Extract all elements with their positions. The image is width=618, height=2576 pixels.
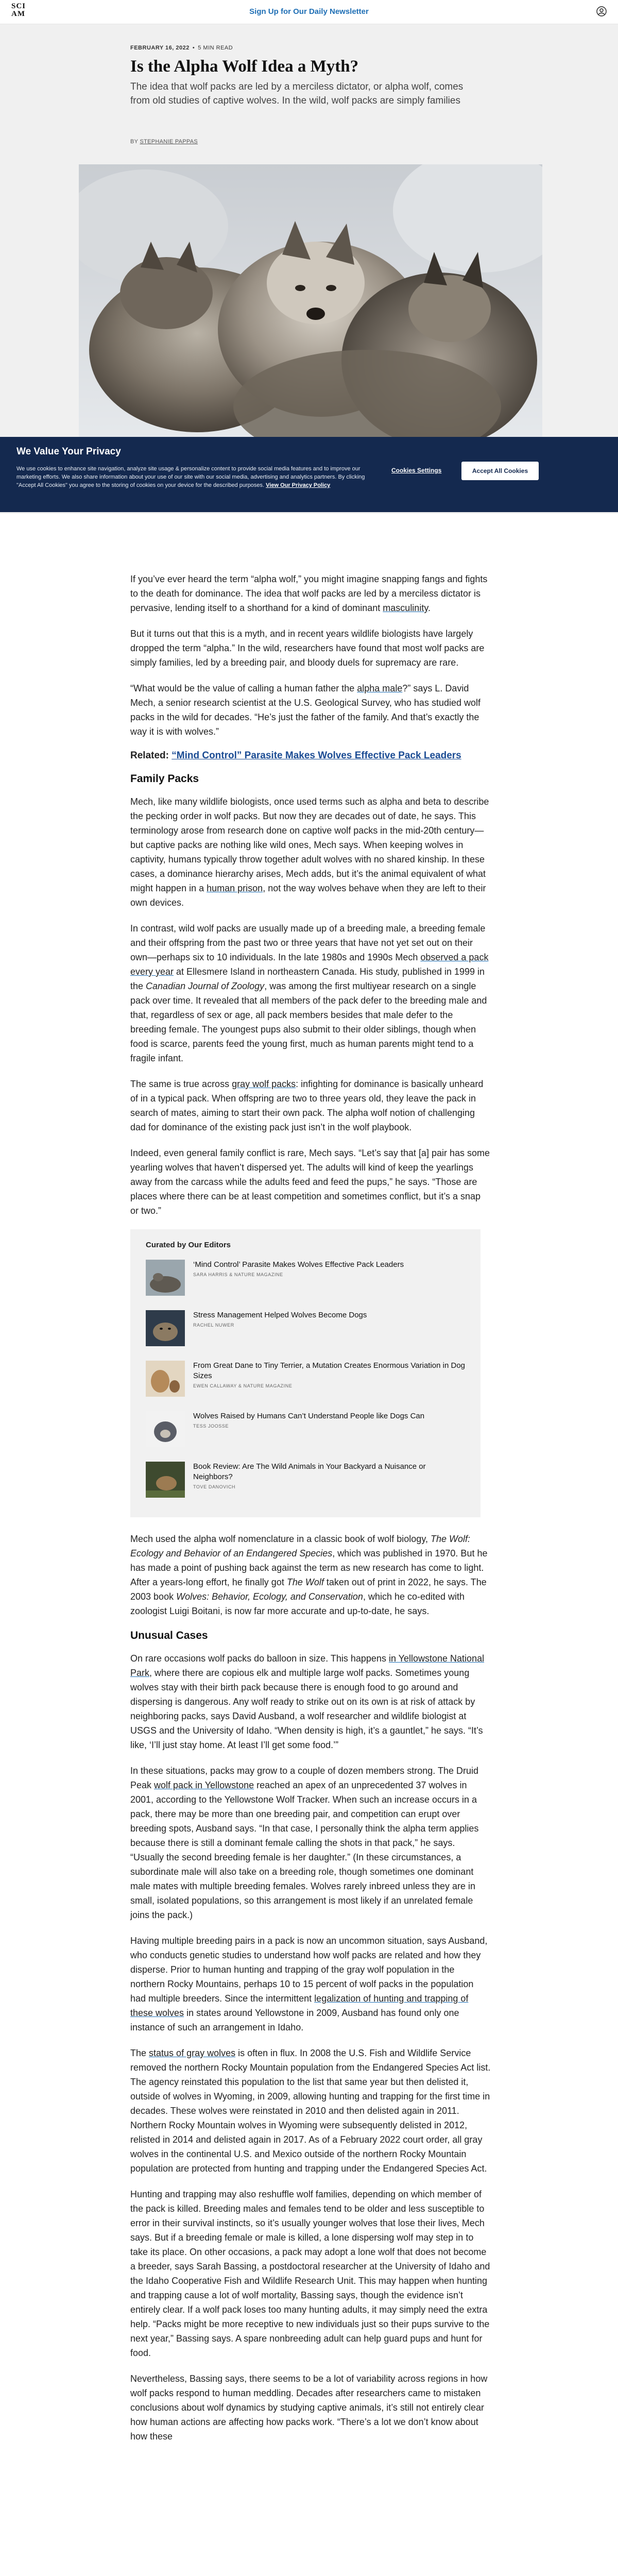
related-label: Related: (130, 750, 169, 761)
curated-item-source: TESS JOOSSE (193, 1423, 229, 1429)
curated-item[interactable] (146, 1411, 465, 1447)
paragraph: But it turns out that this is a myth, and in recent years wildlife biologists have largely dropped the term “alpha.” In the wild, researchers have found that most wolf packs are simply families, led by a breeding pair, and bloody duels for supremacy are rare. (130, 629, 485, 668)
curated-item-title: Stress Management Helped Wolves Become Dogs (193, 1311, 367, 1319)
inline-link[interactable]: in Yellowstone National Park (130, 1653, 485, 1678)
top-nav (0, 0, 618, 24)
curated-item-title: Book Review: Are The Wild Animals in Your Backyard a Nuisance or Neighbors? (193, 1462, 426, 1481)
inline-link[interactable]: human prison (207, 883, 263, 893)
paragraph: The status of gray wolves is often in flux. In 2008 the U.S. Fish and Wildlife Service removed the northern Rocky Mountain population from the Endangered Species Act list. The agency reinstated this population to the list that same year but then delisted it, outside of wolves in Wyoming, in 2009, allowing hunting and trapping for the first time in decades. These wolves were reinstated in 2010 and then delisted again in 2011. Northern Rocky Mountain wolves in Wyoming were subsequently delisted in 2012, relisted in 2014 and delisted again in 2017. As of a February 2022 court order, all gray wolves in the continental U.S. and Mexico outside of the northern Rocky Mountain population are protected from hunting and trapping under the Endangered Species Act. (130, 2048, 491, 2174)
curated-by-editors-box (130, 1229, 480, 1517)
publish-date: FEBRUARY 16, 2022 (130, 45, 190, 51)
curated-item[interactable] (146, 1260, 465, 1296)
inline-link[interactable]: wolf pack in Yellowstone (154, 1780, 254, 1790)
section-heading-family-packs: Family Packs (130, 773, 199, 785)
section-heading-unusual-cases: Unusual Cases (130, 1630, 208, 1641)
curated-item[interactable] (146, 1361, 465, 1397)
inline-link[interactable]: observed a pack every year (130, 952, 489, 977)
cookies-settings-button[interactable]: Cookies Settings (391, 467, 442, 474)
logo-line-2: AM (11, 10, 25, 18)
paragraph: Having multiple breeding pairs in a pack is now an uncommon situation, says Ausband, who conducts genetic studies to understand how wolf packs are related and how they disperse. Prior to human hunting and trapping of the gray wolf population in the northern Rocky Mountains, perhaps 10 to 15 percent of wolf packs in the population had multiple breeders. Since the intermittent legalization of hunting and trapping of these wolves in states around Yellowstone in 2009, Ausband has found only one instance of such an arrangement in Idaho. (130, 1936, 488, 2032)
curated-item-source: SARA HARRIS & NATURE MAGAZINE (193, 1272, 283, 1277)
paragraph: “What would be the value of calling a human father the alpha male?” says L. David Mech, a senior research scientist at the U.S. Geological Survey, who has studied wolf packs in the wild for decades. “He’s just the father of the family. And that’s exactly the way it is with wolves.” (130, 683, 480, 737)
curated-thumbnail (146, 1411, 185, 1447)
curated-thumbnail (146, 1462, 185, 1498)
curated-thumbnail (146, 1260, 185, 1296)
cookie-text: We use cookies to enhance site navigation, analyze site usage & personalize content to provide social media features and to improve our marketing efforts. We also share information about your use of our site with our social media, advertising and analytics partners. By clicking "Accept All Cookies" you agree to the storing of cookies on your device for the described purposes. (16, 466, 365, 488)
logo-line-1: SCI (11, 2, 26, 10)
cookie-banner-text (16, 465, 377, 489)
account-icon[interactable] (596, 6, 607, 16)
article-body (130, 572, 491, 2455)
article-dek: The idea that wolf packs are led by a merciless dictator, or alpha wolf, comes from old studies of captive wolves. In the wild, wolf packs are simply families (130, 81, 464, 106)
curated-item-source: EWEN CALLAWAY & NATURE MAGAZINE (193, 1383, 293, 1388)
byline (130, 139, 198, 145)
inline-link[interactable]: status of gray wolves (149, 2048, 236, 2058)
paragraph: Indeed, even general family conflict is rare, Mech says. “Let’s say that [a] pair has some yearling wolves that haven’t dispersed yet. The adults will kind of keep the yearlings away from the carcass while the adults feed and feed the pups,” he says. “Those are places where there can be at least competition and sometimes conflict, but it’s a snap or two.” (130, 1148, 490, 1216)
paragraph: In contrast, wild wolf packs are usually made up of a breeding male, a breeding female and their offspring from the past two or three years that have not yet set out on their own—perhaps six to 10 individuals. In the late 1980s and 1990s Mech observed a pack every year at Ellesmere Island in northeastern Canada. His study, published in 1999 in the Canadian Journal of Zoology, was among the first multiyear research on a single pack over time. It revealed that all members of the pack defer to the breeding male and that, regardless of sex or age, all pack members besides that male defer to the breeding female. The youngest pups also submit to their older siblings, though when food is scarce, parents feed the young first, much as human parents might tend to a fragile infant. (130, 923, 489, 1063)
curated-item-source: TOVE DANOVICH (193, 1484, 236, 1489)
curated-item-source: RACHEL NUWER (193, 1323, 234, 1328)
curated-thumbnail (146, 1310, 185, 1346)
curated-item-title: From Great Dane to Tiny Terrier, a Mutation Creates Enormous Variation in Dog Sizes (193, 1361, 466, 1380)
inline-link[interactable]: gray wolf packs (232, 1079, 296, 1089)
paragraph: In these situations, packs may grow to a couple of dozen members strong. The Druid Peak wolf pack in Yellowstone reached an apex of an unprecedented 37 wolves in 2001, according to the Yellowstone Wolf Tracker. When such an increase occurs in a pack, there may be more than one breeding pair, and competition can erupt over breeding spots, Ausband says. “In that case, I personally think the alpha term applies because there is still a dominant female calling the shots in that pack,” he says. “Usually the second breeding female is her daughter.” (In these circumstances, a subordinate male will also take on a breeding role, though sometimes one dominant male mates with multiple breeding females. Wolves rarely inbreed unless they are in small, isolated populations, so this arrangement is most likely if an unrelated female joins the pack.) (130, 1766, 479, 1920)
paragraph: Mech used the alpha wolf nomenclature in a classic book of wolf biology, The Wolf: Ecology and Behavior of an Endangered Species, which was published in 1970. But he has made a point of pushing back against the term as new research has come to light. After a years-long effort, he finally got The Wolf taken out of print in 2022, he says. The 2003 book Wolves: Behavior, Ecology, and Conservation, which he co-edited with zoologist Luigi Boitani, is now far more accurate and up-to-date, he says. (130, 1534, 488, 1616)
curated-item-title: Wolves Raised by Humans Can’t Understand People like Dogs Can (193, 1412, 425, 1420)
inline-link[interactable]: legalization of hunting and trapping of these wolves (130, 1993, 469, 2018)
inline-link[interactable]: alpha male (357, 683, 403, 693)
inline-link[interactable]: masculinity (383, 603, 428, 613)
curated-item[interactable] (146, 1310, 465, 1346)
paragraph: Mech, like many wildlife biologists, once used terms such as alpha and beta to describe the pecking order in wolf packs. But now they are decades out of date, he says. This terminology arose from research done on captive wolf packs in the mid-20th century—but captive packs are nothing like wild ones, Mech says. When keeping wolves in captivity, humans typically throw together adult wolves with no shared kinship. In these cases, a dominance hierarchy arises, Mech adds, but it’s the animal equivalent of what might happen in a human prison, not the way wolves behave when they are left to their own devices. (130, 796, 489, 908)
byline-prefix: BY (130, 139, 139, 145)
read-time: 5 MIN READ (198, 45, 233, 51)
article-title: Is the Alpha Wolf Idea a Myth? (130, 57, 359, 76)
curated-item[interactable] (146, 1462, 465, 1498)
curated-item-title: ‘Mind Control’ Parasite Makes Wolves Effective Pack Leaders (193, 1260, 404, 1269)
related-article-link[interactable]: “Mind Control” Parasite Makes Wolves Effective Pack Leaders (171, 750, 461, 761)
newsletter-signup-link[interactable]: Sign Up for Our Daily Newsletter (249, 7, 369, 16)
hero-photo-wolves (79, 164, 542, 471)
cookie-banner-title: We Value Your Privacy (16, 446, 121, 457)
author-link[interactable]: STEPHANIE PAPPAS (140, 139, 198, 145)
privacy-policy-link[interactable]: View Our Privacy Policy (266, 482, 331, 488)
related-link-block (130, 750, 491, 761)
curated-thumbnail (146, 1361, 185, 1397)
curated-heading: Curated by Our Editors (146, 1241, 231, 1249)
paragraph: Hunting and trapping may also reshuffle wolf families, depending on which member of the pack is killed. Breeding males and females tend to be older and less susceptible to error in their survival instincts, so it’s usually younger wolves that lose their lives, Mech says. But if a breeding female or male is killed, a lone dispersing wolf may step in to take its place. On other occasions, a pack may adopt a lone wolf that does not become a breeder, says Sarah Bassing, a postdoctoral researcher at the University of Idaho and the Idaho Cooperative Fish and Wildlife Research Unit. This may happen when hunting and trapping cause a lot of wolf mortality, Bassing says, though the evidence isn’t entirely clear. If a wolf pack loses too many hunting adults, it may simply need the extra help. “Packs might be more receptive to new individuals just so their pups survive to the next year,” Bassing says. A spare nonbreeding adult can help guard pups and hunt for food. (130, 2189, 490, 2358)
paragraph: On rare occasions wolf packs do balloon in size. This happens in Yellowstone National Park, where there are copious elk and multiple large wolf packs. Sometimes young wolves stay with their birth pack because there is enough food to go around and dispersing is dangerous. Any wolf ready to strike out on its own is at risk of attack by neighboring packs, says David Ausband, a wolf researcher and wildlife biologist at USGS and the University of Idaho. “When density is high, it’s a gauntlet,” he says. “It’s like, ‘I’ll just stay home. At least I’ll get some food.’” (130, 1653, 485, 1750)
paragraph: Nevertheless, Bassing says, there seems to be a lot of variability across regions in how wolf packs respond to human meddling. Decades after researchers came to mistaken conclusions about wolf dynamics by studying captive animals, it’s still not entirely clear how human actions are affecting how packs work. “There’s a lot we don’t know about how these (130, 2374, 488, 2442)
paragraph: The same is true across gray wolf packs: infighting for dominance is basically unheard of in a typical pack. When offspring are two to three years old, they leave the pack in search of mates, aiming to start their own pack. The alpha wolf notion of challenging dad for dominance of the existing pack just isn’t in the wolf playbook. (130, 1079, 484, 1132)
cookie-consent-banner (0, 437, 618, 512)
article-meta: FEBRUARY 16, 2022 • 5 MIN READ (130, 45, 233, 51)
paragraph: If you’ve ever heard the term “alpha wolf,” you might imagine snapping fangs and fights to the death for dominance. The idea that wolf packs are led by a merciless dictator is pervasive, lending itself to a shorthand for a kind of dominant masculinity. (130, 574, 488, 613)
accept-all-cookies-button[interactable]: Accept All Cookies (461, 462, 539, 480)
